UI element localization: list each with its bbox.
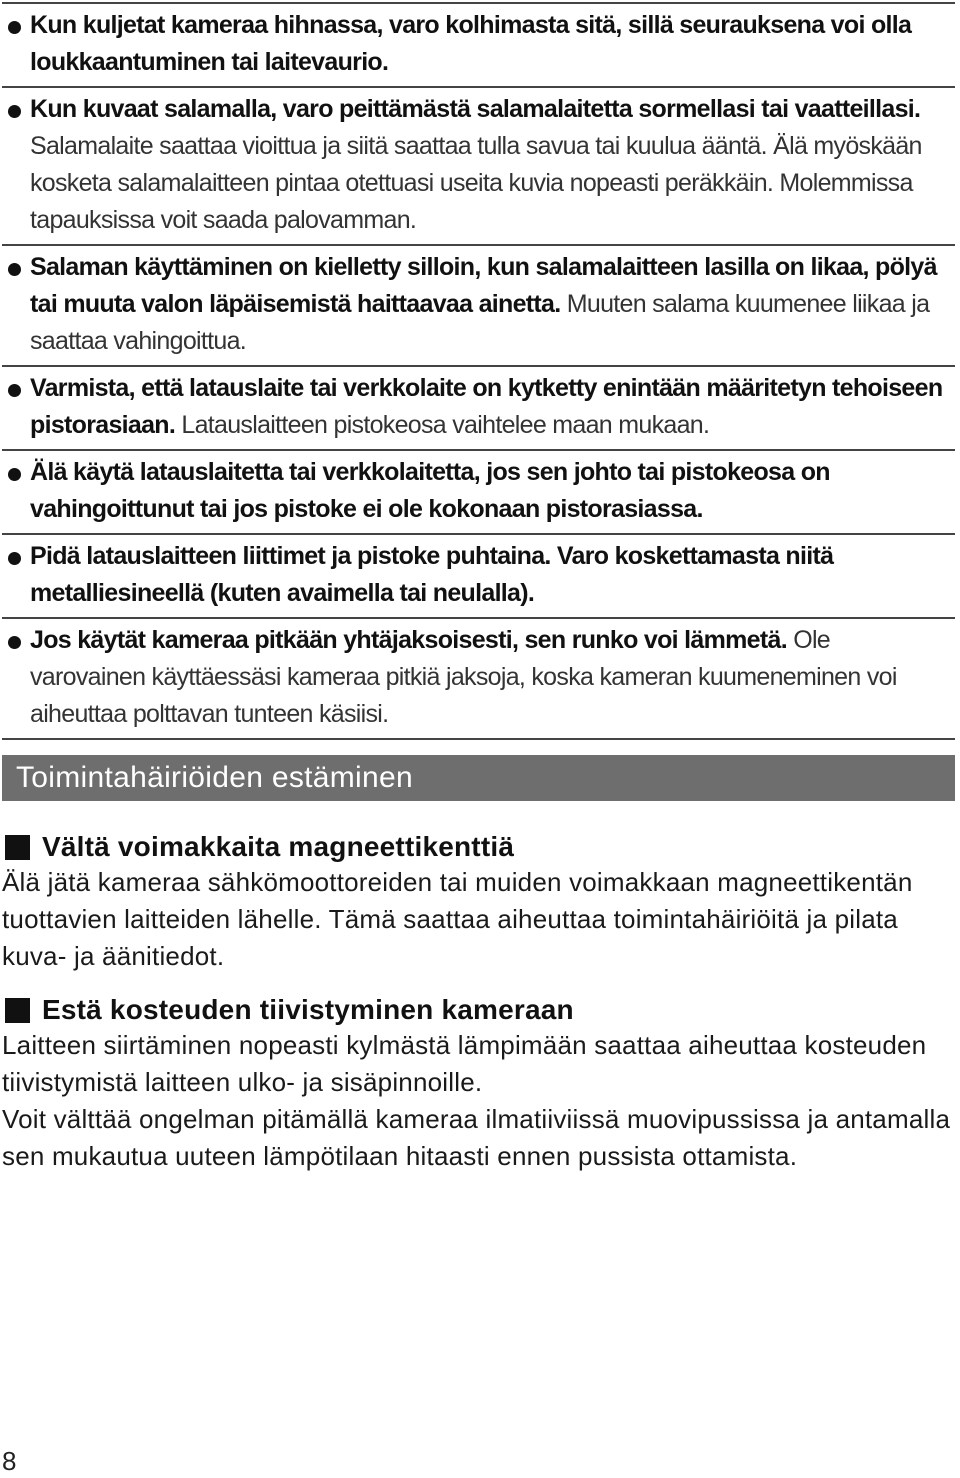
warning-item (2, 451, 955, 535)
paragraph: Voit välttää ongelman pitämällä kameraa ilmatiiviissä muovipussissa ja antamalla sen mukautua uuteen lämpötilaan hitaasti ennen pussista ottamista. (2, 1104, 951, 1171)
warning-normal-text: Salamalaite saattaa vioittua ja siitä saattaa tulla savua tai kuulua ääntä. Älä myöskään kosketa salamalaitteen pintaa otettuasi useita kuvia nopeasti peräkkäin. Molemmissa tapauksissa voit saada palovamman. (30, 132, 922, 234)
square-bullet-icon (5, 998, 30, 1023)
bullet-dot-icon (8, 636, 21, 649)
warning-bold-text: Pidä latauslaitteen liittimet ja pistoke puhtaina. Varo koskettamasta niitä metalliesineellä (kuten avaimella tai neulalla). (30, 542, 834, 607)
warning-bold-text: Salaman käyttäminen on kielletty silloin, kun salamalaitteen lasilla on likaa, pölyä tai muuta valon läpäisemistä haittaavaa ainetta. (30, 253, 937, 318)
section-title: Toimintahäiriöiden estäminen (16, 761, 413, 794)
bullet-dot-icon (8, 384, 21, 397)
subsection-body (2, 864, 952, 975)
subsection-body (2, 1027, 952, 1175)
bullet-dot-icon (8, 263, 21, 276)
bullet-dot-icon (8, 468, 21, 481)
square-bullet-icon (5, 835, 30, 860)
subsection-heading-text: Estä kosteuden tiivistyminen kameraan (42, 994, 574, 1025)
warning-item (2, 619, 955, 740)
page-number: 8 (2, 1446, 17, 1476)
warning-item (2, 535, 955, 619)
subsection-condensation (2, 993, 952, 1175)
warning-bold-text: Varmista, että latauslaite tai verkkolaite on kytketty enintään määritetyn tehoiseen pistorasiaan. (30, 374, 943, 439)
warning-bold-text: Kun kuljetat kameraa hihnassa, varo kolhimasta sitä, sillä seurauksena voi olla loukkaantuminen tai laitevaurio. (30, 11, 912, 76)
paragraph: Laitteen siirtäminen nopeasti kylmästä lämpimään saattaa aiheuttaa kosteuden tiivistymistä laitteen ulko- ja sisäpinnoille. (2, 1030, 927, 1097)
subsection-magnetic-fields (2, 830, 952, 975)
subsection-heading (2, 830, 952, 864)
warning-item (2, 246, 955, 367)
warning-normal-text: Latauslaitteen pistokeosa vaihtelee maan mukaan. (175, 411, 710, 439)
section-title-bar (2, 755, 955, 801)
warning-normal-text: Muuten salama kuumenee liikaa ja saattaa vahingoittua. (30, 290, 930, 355)
bullet-dot-icon (8, 21, 21, 34)
warning-bold-text: Älä käytä latauslaitetta tai verkkolaitetta, jos sen johto tai pistokeosa on vahingoittunut tai jos pistoke ei ole kokonaan pistorasiassa. (30, 458, 830, 523)
warning-normal-text: Ole varovainen käyttäessäsi kameraa pitkiä jaksoja, koska kameran kuumeneminen voi aiheuttaa polttavan tunteen käsiisi. (30, 626, 897, 728)
warning-bold-text: Jos käytät kameraa pitkään yhtäjaksoisesti, sen runko voi lämmetä. (30, 626, 787, 654)
paragraph: Älä jätä kameraa sähkömoottoreiden tai muiden voimakkaan magneettikentän tuottavien laitteiden lähelle. Tämä saattaa aiheuttaa toimintahäiriöitä ja pilata kuva- ja äänitiedot. (2, 867, 913, 971)
warning-item (2, 4, 955, 88)
bullet-dot-icon (8, 105, 21, 118)
bullet-dot-icon (8, 552, 21, 565)
warning-item (2, 367, 955, 451)
warning-bold-text: Kun kuvaat salamalla, varo peittämästä salamalaitetta sormellasi tai vaatteillasi. (30, 95, 921, 123)
subsection-heading (2, 993, 952, 1027)
safety-warnings-list (2, 2, 955, 740)
subsection-heading-text: Vältä voimakkaita magneettikenttiä (42, 831, 515, 862)
warning-item (2, 88, 955, 246)
